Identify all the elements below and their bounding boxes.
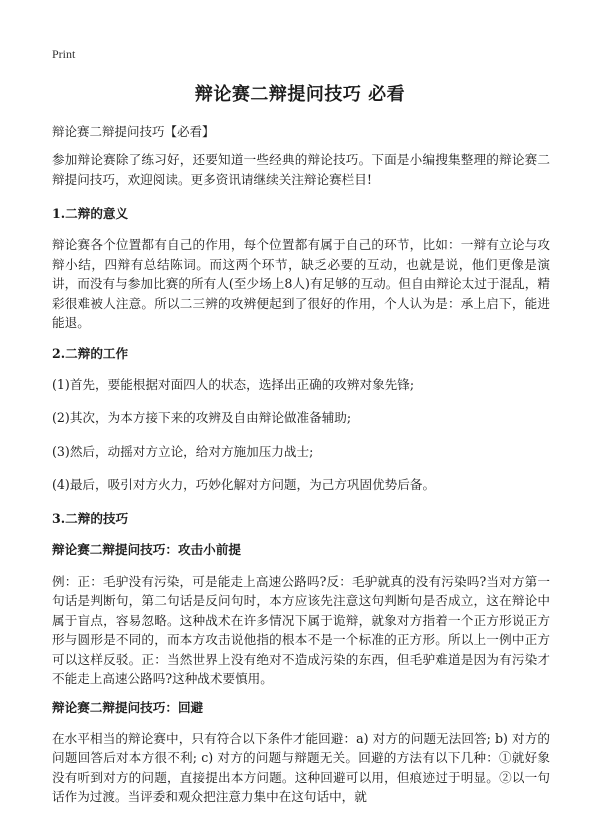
section-heading-technique: 3.二辩的技巧 <box>52 510 129 526</box>
intro-paragraph: 参加辩论赛除了练习好，还要知道一些经典的辩论技巧。下面是小编搜集整理的辩论赛二辩提问技巧，欢迎阅读。更多资讯请继续关注辩论赛栏目! <box>52 152 550 187</box>
print-link[interactable]: Print <box>52 47 76 61</box>
meaning-paragraph: 辩论赛各个位置都有自己的作用，每个位置都有属于自己的环节，比如：一辩有立论与攻辩小结，四辩有总结陈词。而这两个环节，缺乏必要的互动，也就是说，他们更像是演讲，而没有与参加比赛的所有人(至少场上8人)有足够的互动。但自由辩论太过于混乱，精彩很难被人注意。所以二三辨的攻辨便起到了很好的作用，个人认为是：承上启下，能进能退。 <box>52 237 550 330</box>
work-item-2: (2)其次，为本方接下来的攻辨及自由辩论做准备辅助; <box>52 410 352 425</box>
subheading-attack-premise: 辩论赛二辩提问技巧：攻击小前提 <box>52 541 241 557</box>
evasion-paragraph: 在水平相当的辩论赛中，只有符合以下条件才能回避：a) 对方的问题无法回答; b) 对方的问题回答后对本方很不利; c) 对方的问题与辩题无关。回避的方法有以下几种：①就好象没有听到对方的问题，直接提出本方问题。这种回避可以用，但痕迹过于明显。②以一句话作为过渡。当评委和观众把注意力集中在这句话中，就 <box>52 730 550 804</box>
work-item-1: (1)首先，要能根据对面四人的状态，选择出正确的攻辨对象先锋; <box>52 376 415 392</box>
subheading-evasion: 辩论赛二辩提问技巧：回避 <box>52 699 204 715</box>
section-heading-meaning: 1.二辩的意义 <box>52 206 129 221</box>
article-body <box>52 150 550 807</box>
work-item-3: (3)然后，动摇对方立论，给对方施加压力战士; <box>52 443 314 459</box>
attack-premise-paragraph: 例：正：毛驴没有污染，可是能走上高速公路吗?反：毛驴就真的没有污染吗?当对方第一句话是判断句，第二句话是反问句时，本方应该先注意这句判断句是否成立，这在辩论中属于盲点，容易忽略。这种战术在许多情况下属于诡辩，就象对方指着一个正方形说正方形与圆形是不同的，而本方攻击说他指的根本不是一个标准的正方形。所以上一例中正方可以这样反驳。正：当然世界上没有绝对不造成污染的东西，但毛驴难道是因为有污染才不能走上高速公路吗?这种战术要慎用。 <box>52 573 550 686</box>
page-title: 辩论赛二辩提问技巧 必看 <box>194 84 406 105</box>
article-subtitle: 辩论赛二辩提问技巧【必看】 <box>52 124 215 139</box>
section-heading-work: 2.二辩的工作 <box>52 345 129 361</box>
work-item-4: (4)最后，吸引对方火力，巧妙化解对方问题，为己方巩固优势后备。 <box>52 477 436 492</box>
